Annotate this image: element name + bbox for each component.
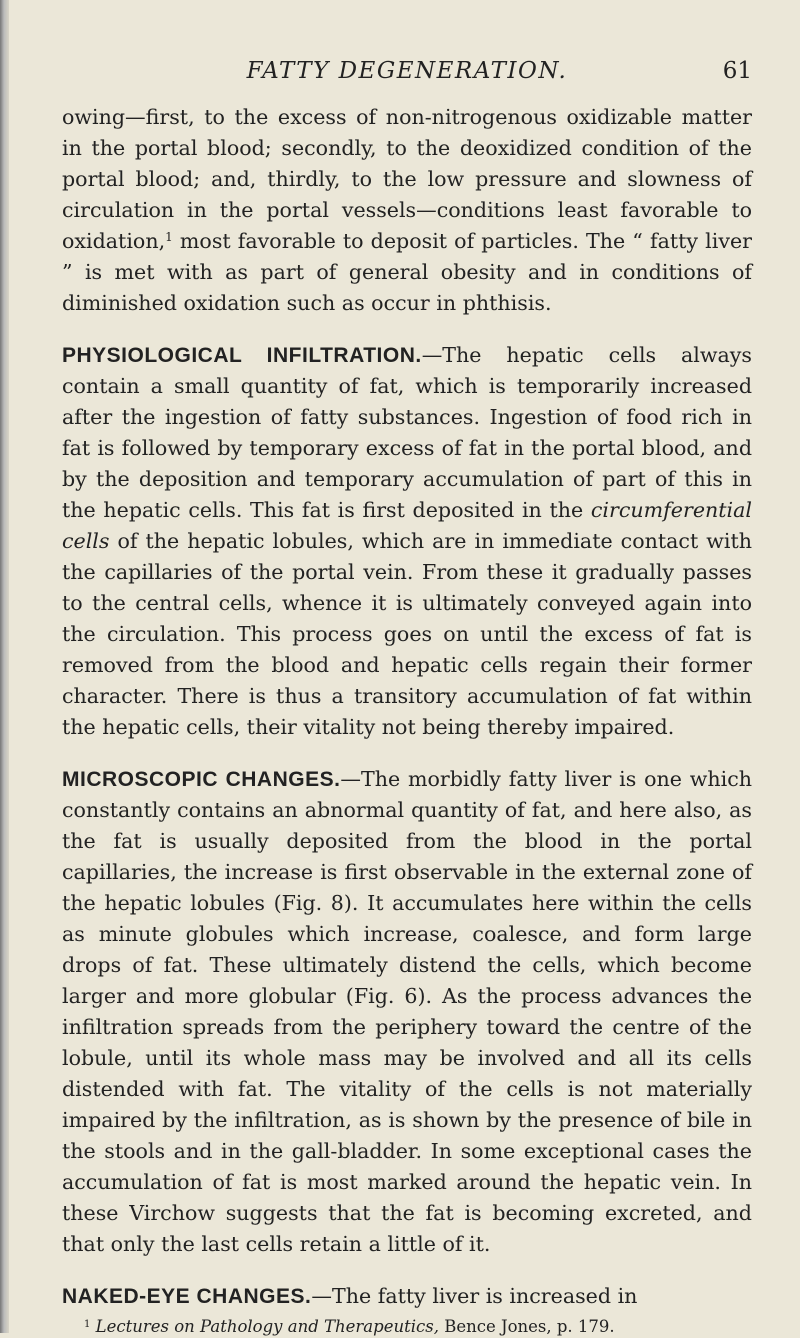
page-number: 61 [722,58,752,84]
paragraph-portal-blood [62,102,752,319]
running-title: FATTY DEGENERATION. [246,58,568,84]
section-heading-microscopic-changes: MICROSCOPIC CHANGES. [62,768,341,791]
paragraph-text: —The morbidly fatty liver is one which constantly contains an abnormal quantity of fat, and here also, as the fat is usually deposited from the blood in the portal capillaries, the increase is first observable in the external zone of the hepatic lobules (Fig. 8). It accumulates here within the cells as minute globules which increase, coalesce, and form large drops of fat. These ultimately distend the cells, which become larger and more globular (Fig. 6). As the process advances the infiltration spreads from the periphery toward the centre of the lobule, until its whole mass may be involved and all its cells distended with fat. The vitality of the cells is not materially impaired by the infiltration, as is shown by the presence of bile in the stools and in the gall-bladder. In some exceptional cases the accumulation of fat is most marked around the hepatic vein. In these Virchow suggests that the fat is becoming excreted, and that only the last cells retain a little of it. [62,767,753,1256]
footnote [62,1316,752,1338]
footnote-marker: 1 [84,1319,91,1330]
paragraph-physiological-infiltration [62,340,752,743]
footnote-reference: 1 [165,230,173,244]
emphasis-circumferential-cells: circumferential cells [62,498,752,553]
section-heading-naked-eye-changes: NAKED-EYE CHANGES. [62,1285,312,1308]
paragraph-text: —The fatty liver is increased in [311,1284,638,1308]
footnote-citation-title: Lectures on Pathology and Therapeutics, [95,1317,439,1336]
book-page [62,58,752,1338]
paragraph-text: most favorable to deposit of particles. The “ fatty liver ” is met with as part of general obesity and in conditions of diminished oxidation such as occur in phthisis. [62,229,752,315]
paragraph-naked-eye-changes [62,1281,752,1312]
footnote-citation-text: Bence Jones, p. 179. [438,1317,615,1336]
paragraph-text: owing—first, to the excess of non-nitrogenous oxidizable matter in the portal blood; secondly, to the deoxidized condition of the portal blood; and, thirdly, to the low pressure and slowness of circulation in the portal vessels—conditions least favorable to oxidation, [62,105,752,253]
paragraph-microscopic-changes [62,764,752,1260]
paragraph-text: of the hepatic lobules, which are in immediate contact with the capillaries of the portal vein. From these it gradually passes to the central cells, whence it is ultimately conveyed again into the circulation. This process goes on until the excess of fat is removed from the blood and hepatic cells regain their former character. There is thus a transitory accumulation of fat within the hepatic cells, their vitality not being thereby impaired. [62,529,752,739]
section-heading-physiological-infiltration: PHYSIOLOGICAL INFILTRATION. [62,344,422,367]
page-binding-edge [0,0,9,1333]
running-header [62,58,752,102]
paragraph-text: —The hepatic cells always contain a small quantity of fat, which is temporarily increased after the ingestion of fatty substances. Ingestion of food rich in fat is followed by temporary excess of fat in the portal blood, and by the deposition and temporary accumulation of part of this in the hepatic cells. This fat is first deposited in the [62,343,752,522]
